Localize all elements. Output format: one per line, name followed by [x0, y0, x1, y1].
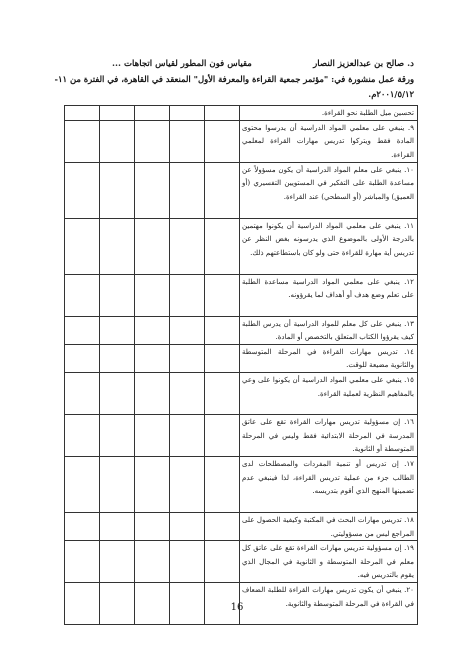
- response-box[interactable]: [205, 120, 240, 162]
- response-box[interactable]: [100, 414, 135, 456]
- response-box[interactable]: [135, 541, 170, 583]
- response-box[interactable]: [205, 274, 240, 316]
- response-box[interactable]: [170, 162, 205, 218]
- page-number: 16: [230, 602, 244, 613]
- table-row: [65, 344, 418, 372]
- header-date: ٢٠٠١/٥/١٢م.: [368, 89, 414, 99]
- response-box[interactable]: [170, 344, 205, 372]
- table-row: [65, 372, 418, 414]
- response-box[interactable]: [205, 372, 240, 414]
- table-row: [65, 456, 418, 512]
- response-box[interactable]: [205, 106, 240, 121]
- response-box[interactable]: [65, 106, 100, 121]
- statement-cell: ٩. ينبغي على معلمي المواد الدراسية أن يدرسوا محتوى المادة فقط ويتركوا تدريس مهارات القراءة لمعلمي القراءة.: [240, 120, 418, 162]
- statement-cell: ١٤. تدريس مهارات القراءة في المرحلة المتوسطة والثانوية مضيعة للوقت.: [240, 344, 418, 372]
- response-box[interactable]: [100, 162, 135, 218]
- response-box[interactable]: [205, 414, 240, 456]
- statement-cell: تحسين ميل الطلبة نحو القراءة.: [240, 106, 418, 121]
- response-box[interactable]: [135, 456, 170, 512]
- response-box[interactable]: [100, 372, 135, 414]
- response-box[interactable]: [65, 414, 100, 456]
- response-box[interactable]: [170, 512, 205, 540]
- table-row: [65, 106, 418, 121]
- response-box[interactable]: [205, 316, 240, 344]
- response-box[interactable]: [65, 316, 100, 344]
- table-row: [65, 512, 418, 540]
- statement-cell: ٢٠. ينبغي أن يكون تدريس مهارات القراءة للطلبة الضعاف في القراءة في المرحلة المتوسطة والثانوية.: [240, 582, 418, 624]
- response-box[interactable]: [100, 106, 135, 121]
- statement-cell: ١٣. ينبغي على كل معلم للمواد الدراسية أن يدرس الطلبة كيف يقرؤوا الكتاب المتعلق بالتخصص أو المادة.: [240, 316, 418, 344]
- table-row: [65, 218, 418, 274]
- response-box[interactable]: [205, 162, 240, 218]
- table-row: [65, 162, 418, 218]
- table-row: [65, 120, 418, 162]
- response-box[interactable]: [170, 274, 205, 316]
- response-box[interactable]: [135, 120, 170, 162]
- table-row: [65, 414, 418, 456]
- response-box[interactable]: [65, 218, 100, 274]
- response-box[interactable]: [135, 106, 170, 121]
- response-box[interactable]: [205, 541, 240, 583]
- response-box[interactable]: [205, 512, 240, 540]
- response-box[interactable]: [100, 541, 135, 583]
- statement-cell: ١٧. إن تدريس أو تنمية المفردات والمصطلحات لدى الطالب جزء من عملية تدريس القراءة، لذا فينبغي عدم تضمينها المنهج الذي أقوم بتدريسه.: [240, 456, 418, 512]
- response-box[interactable]: [205, 456, 240, 512]
- response-box[interactable]: [135, 344, 170, 372]
- response-box[interactable]: [170, 120, 205, 162]
- response-box[interactable]: [100, 120, 135, 162]
- response-box[interactable]: [170, 372, 205, 414]
- response-box[interactable]: [135, 372, 170, 414]
- statement-cell: ١٢. ينبغي على معلمي المواد الدراسية مساعدة الطلبة على تعلم وضع هدف أو أهداف لما يقرؤونه.: [240, 274, 418, 316]
- response-box[interactable]: [100, 274, 135, 316]
- response-box[interactable]: [100, 316, 135, 344]
- response-box[interactable]: [100, 218, 135, 274]
- response-box[interactable]: [170, 456, 205, 512]
- response-box[interactable]: [65, 541, 100, 583]
- table-row: [65, 316, 418, 344]
- response-box[interactable]: [170, 541, 205, 583]
- table-row: [65, 274, 418, 316]
- response-box[interactable]: [100, 344, 135, 372]
- response-box[interactable]: [170, 414, 205, 456]
- response-box[interactable]: [65, 120, 100, 162]
- response-box[interactable]: [170, 218, 205, 274]
- response-box[interactable]: [135, 316, 170, 344]
- statement-cell: ١٦. إن مسؤولية تدريس مهارات القراءة تقع على عاتق المدرسة في المرحلة الابتدائية فقط وليس في المرحلة المتوسطة أو الثانوية.: [240, 414, 418, 456]
- response-box[interactable]: [135, 414, 170, 456]
- response-box[interactable]: [205, 218, 240, 274]
- response-box[interactable]: [135, 218, 170, 274]
- response-box[interactable]: [100, 456, 135, 512]
- response-box[interactable]: [65, 162, 100, 218]
- response-box[interactable]: [65, 456, 100, 512]
- header-title: مقياس فون المطور لقياس اتجاهات ...: [112, 59, 252, 69]
- statement-cell: ١١. ينبغي على معلمي المواد الدراسية أن يكونوا مهتمين بالدرجة الأولى بالموضوع الذي يدرسونه بغض النظر عن تدريس أية مهارة للقراءة حتى ولو كان باستطاعتهم ذلك.: [240, 218, 418, 274]
- statement-cell: ١٩. إن مسؤولية تدريس مهارات القراءة تقع على عاتق كل معلم في المرحلة المتوسطة و الثانوية في المجال الذي يقوم بالتدريس فيه.: [240, 541, 418, 583]
- survey-table: [64, 105, 418, 625]
- response-box[interactable]: [135, 512, 170, 540]
- response-box[interactable]: [135, 162, 170, 218]
- response-box[interactable]: [205, 344, 240, 372]
- statement-cell: ١٠. ينبغي على معلم المواد الدراسية أن يكون مسؤولاً عن مساعدة الطلبة على التفكير في المستويين التفسيري (أو العميق) والمباشر (أو السطحي) عند القراءة.: [240, 162, 418, 218]
- response-box[interactable]: [65, 274, 100, 316]
- header-publication: ورقة عمل منشورة في: "مؤتمر جمعية القراءة والمعرفة الأول" المنعقد في القاهرة، في الفترة من ١١-: [54, 74, 414, 84]
- response-box[interactable]: [100, 512, 135, 540]
- response-box[interactable]: [170, 106, 205, 121]
- response-box[interactable]: [135, 274, 170, 316]
- response-box[interactable]: [65, 372, 100, 414]
- header-author: د. صالح بن عبدالعزيز النصار: [313, 59, 414, 69]
- response-box[interactable]: [170, 316, 205, 344]
- statement-cell: ١٨. تدريس مهارات البحث في المكتبة وكيفية الحصول على المراجع ليس من مسؤوليتي.: [240, 512, 418, 540]
- statement-cell: ١٥. ينبغي على معلمي المواد الدراسية أن يكونوا على وعي بالمفاهيم النظرية لعملية القراءة.: [240, 372, 418, 414]
- response-box[interactable]: [65, 512, 100, 540]
- response-box[interactable]: [65, 344, 100, 372]
- table-row: [65, 541, 418, 583]
